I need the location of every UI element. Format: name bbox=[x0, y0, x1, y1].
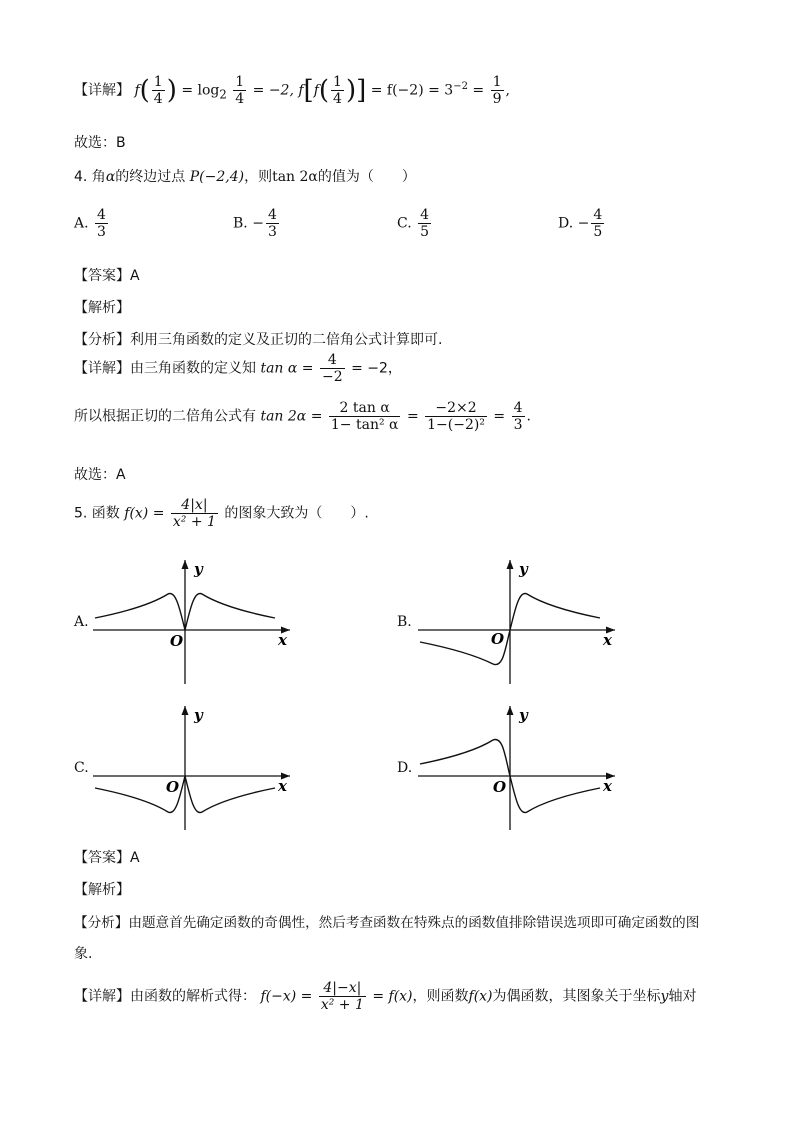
q5-analysis-1: 【分析】由题意首先确定函数的奇偶性，然后考查函数在特殊点的函数值排除错误选项即可确定函数的图 bbox=[74, 915, 700, 931]
q5-detail-line bbox=[74, 980, 696, 1013]
graph-label-d: D. bbox=[397, 760, 413, 776]
paren-close-2: ) bbox=[345, 75, 357, 106]
y-arrow bbox=[182, 706, 189, 715]
q4-option-a bbox=[74, 207, 110, 240]
option-sign: − bbox=[252, 215, 264, 232]
equals-1: = bbox=[406, 408, 419, 425]
equals-2: = bbox=[493, 408, 506, 425]
den: x² + 1 bbox=[320, 997, 364, 1014]
origin-label: O bbox=[491, 630, 505, 648]
q5-answer: 【答案】A bbox=[74, 850, 140, 866]
q4-stem-mid: 的终边过点 bbox=[115, 169, 186, 185]
q5-stem bbox=[74, 497, 369, 530]
fx-frac bbox=[171, 497, 218, 530]
num: 4 bbox=[267, 207, 277, 223]
den: 5 bbox=[420, 224, 430, 241]
x-label: x bbox=[278, 631, 287, 649]
x-label: x bbox=[278, 777, 287, 795]
frac-ninth bbox=[491, 74, 504, 107]
q5-detail-post: 为偶函数，其图象关于坐标 bbox=[492, 988, 661, 1005]
den: x² + 1 bbox=[172, 514, 216, 531]
tail: , bbox=[505, 82, 510, 99]
num: 4 bbox=[320, 352, 345, 369]
rest-text: = f(−2) = 3 bbox=[370, 82, 454, 99]
x-label: x bbox=[603, 631, 612, 649]
frac-quarter-2 bbox=[233, 74, 246, 107]
q4-choose: 故选：A bbox=[74, 467, 126, 483]
log-base: 2 bbox=[219, 87, 227, 102]
origin-label: O bbox=[493, 778, 507, 796]
graph-label-a: A. bbox=[74, 614, 89, 630]
q4-stem-pre: 4. 角 bbox=[74, 169, 106, 185]
num: 4 bbox=[97, 207, 106, 223]
q5-analysis-head: 【解析】 bbox=[74, 882, 130, 898]
f-neg-x: f(−x) = bbox=[260, 988, 313, 1005]
q4-stem-mid2: ，则 bbox=[244, 169, 273, 185]
den: −2 bbox=[321, 369, 343, 386]
y-symbol: y bbox=[660, 988, 669, 1005]
num: 2 tan α bbox=[329, 400, 401, 417]
q5-stem-post: 的图象大致为（ ）. bbox=[224, 505, 369, 522]
q4-option-d bbox=[558, 207, 606, 240]
alpha-symbol: α bbox=[105, 169, 116, 185]
period: . bbox=[526, 408, 531, 425]
tan-2alpha-eq: tan 2α = bbox=[260, 408, 323, 425]
frac-quarter bbox=[152, 74, 165, 107]
bracket-close: ] bbox=[356, 75, 367, 106]
num: 4 bbox=[593, 207, 603, 223]
q5-detail-end: 轴对 bbox=[668, 988, 697, 1005]
option-frac bbox=[418, 207, 431, 240]
fn-f: f bbox=[134, 82, 140, 99]
formula-pre: 所以根据正切的二倍角公式有 bbox=[74, 408, 256, 425]
q5-detail-mid: ，则函数 bbox=[412, 988, 469, 1005]
den: 3 bbox=[513, 417, 523, 434]
num: 4 bbox=[420, 207, 430, 223]
bracket-open: [ bbox=[303, 75, 314, 106]
den: 4 bbox=[235, 91, 245, 108]
q4-detail-line bbox=[74, 352, 402, 385]
num: −2×2 bbox=[425, 400, 487, 417]
detail-frac bbox=[320, 352, 345, 385]
option-frac bbox=[95, 207, 108, 240]
num: 4|x| bbox=[171, 497, 218, 514]
num: 4|−x| bbox=[319, 980, 366, 997]
eq4: = bbox=[467, 82, 485, 99]
exponent: −2 bbox=[453, 80, 468, 92]
graph-label-c: C. bbox=[74, 760, 89, 776]
y-label: y bbox=[194, 706, 203, 724]
q5-analysis-2: 象. bbox=[74, 946, 93, 962]
num: 1 bbox=[235, 74, 245, 90]
q4-option-c bbox=[397, 207, 433, 240]
graph-c bbox=[90, 702, 295, 834]
q4-stem bbox=[74, 166, 416, 186]
fx-eq: f(x) = bbox=[124, 505, 165, 522]
q4-analysis-head: 【解析】 bbox=[74, 300, 130, 316]
q4-option-b bbox=[233, 207, 281, 240]
point-p: P(−2,4) bbox=[189, 169, 245, 185]
option-label: A. bbox=[74, 215, 89, 232]
den: 1−(−2)² bbox=[427, 417, 485, 434]
detail-line-q3 bbox=[74, 74, 510, 107]
option-label: C. bbox=[397, 215, 412, 232]
origin-label: O bbox=[170, 632, 184, 650]
y-label: y bbox=[519, 706, 528, 724]
fn-f-inner: f bbox=[313, 82, 319, 99]
eq-fx: = f(x) bbox=[372, 988, 413, 1005]
q4-detail-pre: 【详解】由三角函数的定义知 bbox=[74, 360, 256, 377]
q4-analysis: 【分析】利用三角函数的定义及正切的二倍角公式计算即可. bbox=[74, 332, 443, 348]
q4-answer: 【答案】A bbox=[74, 268, 140, 284]
den: 3 bbox=[97, 224, 106, 241]
den: 4 bbox=[153, 91, 163, 108]
y-arrow bbox=[182, 560, 189, 569]
q4-formula-line bbox=[74, 400, 531, 433]
detail-tag: 【详解】 bbox=[74, 82, 130, 99]
paren-open-2: ( bbox=[318, 75, 330, 106]
den: 1− tan² α bbox=[330, 417, 399, 434]
option-label: D. bbox=[558, 215, 574, 232]
num: 1 bbox=[333, 74, 342, 90]
graph-b bbox=[415, 556, 620, 688]
q5-stem-pre: 5. 函数 bbox=[74, 505, 120, 522]
graph-d bbox=[415, 702, 620, 834]
y-arrow bbox=[507, 560, 514, 569]
num: 4 bbox=[513, 400, 523, 416]
fx: f(x) bbox=[468, 988, 493, 1005]
detail-frac bbox=[319, 980, 366, 1013]
y-label: y bbox=[194, 560, 203, 578]
q5-detail-pre: 【详解】由函数的解析式得： bbox=[74, 988, 256, 1005]
tan-alpha: tan α = bbox=[260, 360, 314, 377]
x-label: x bbox=[603, 777, 612, 795]
option-sign: − bbox=[577, 215, 590, 232]
den: 5 bbox=[593, 224, 603, 241]
graph-a bbox=[90, 556, 295, 688]
frac-quarter-3 bbox=[331, 74, 344, 107]
double-angle-frac bbox=[329, 400, 401, 433]
tan-2alpha: tan 2α bbox=[272, 169, 318, 185]
option-frac bbox=[591, 207, 604, 240]
paren-open: ( bbox=[139, 75, 150, 106]
y-arrow bbox=[507, 706, 514, 715]
q4-stem-post: 的值为（ ） bbox=[317, 169, 416, 185]
origin-label: O bbox=[166, 778, 180, 796]
q4-detail-post: = −2， bbox=[351, 360, 402, 377]
result-frac bbox=[512, 400, 525, 433]
mid-text: = −2, f bbox=[252, 82, 304, 99]
numeric-frac bbox=[425, 400, 487, 433]
den: 4 bbox=[333, 91, 342, 108]
option-frac bbox=[266, 207, 279, 240]
option-label: B. bbox=[233, 215, 248, 232]
graph-label-b: B. bbox=[397, 614, 412, 630]
eq-log: = log bbox=[181, 82, 220, 99]
num: 1 bbox=[153, 74, 163, 90]
den: 9 bbox=[492, 91, 502, 108]
paren-close: ) bbox=[166, 75, 177, 106]
den: 3 bbox=[267, 224, 277, 241]
num: 1 bbox=[492, 74, 502, 90]
answer-q3: 故选：B bbox=[74, 135, 126, 151]
y-label: y bbox=[519, 560, 528, 578]
